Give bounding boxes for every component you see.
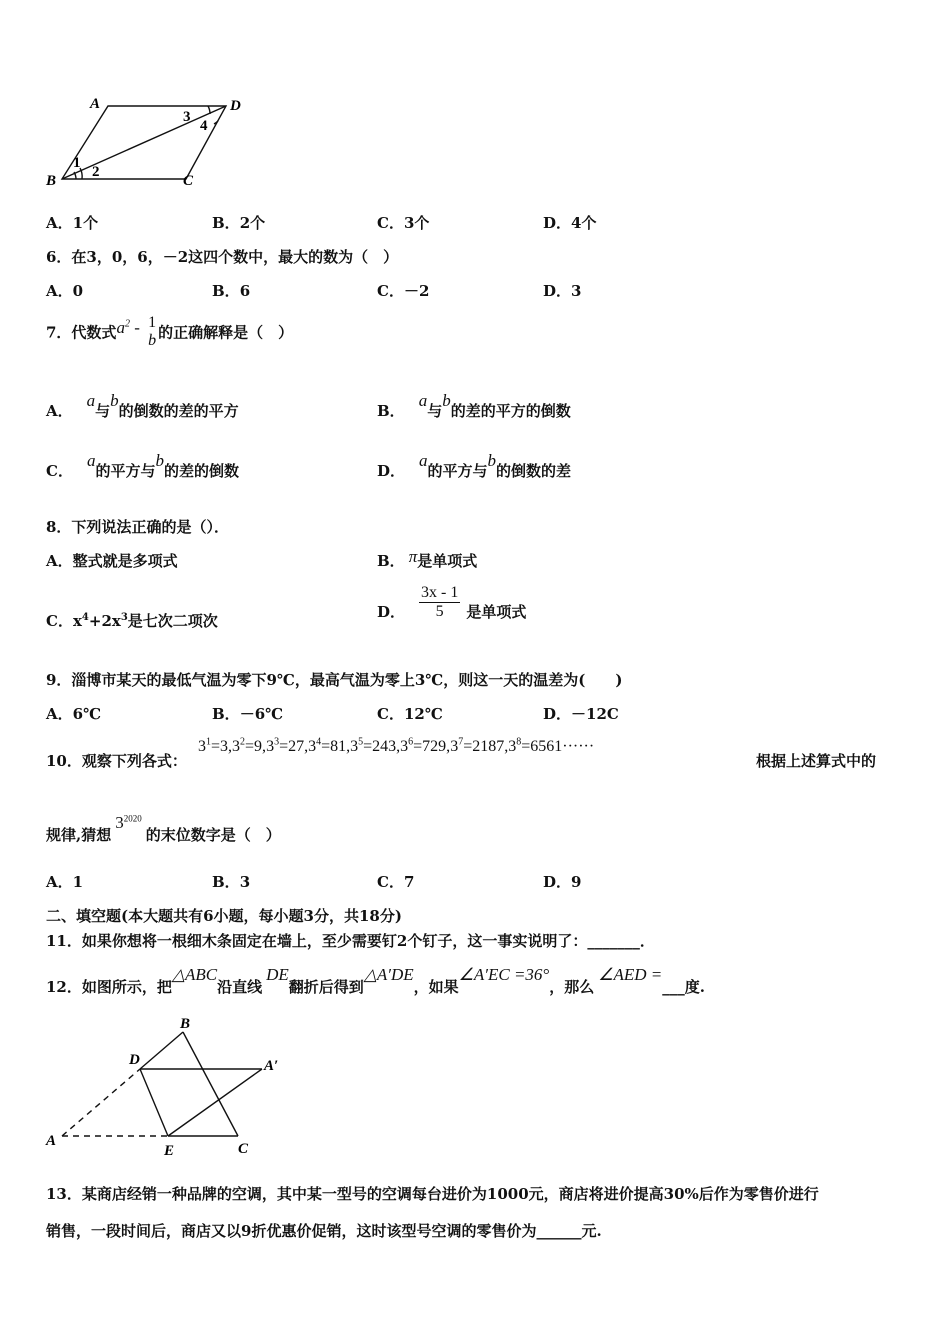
q10-powers: [198, 737, 594, 756]
q12-stem: 12．如图所示，把△ABC沿直线DE翻折后得到△A′DE，如果∠A′EC =36°，那么∠AED =___度.: [46, 965, 705, 996]
q10-line2: 规律,猜想$3^{2020}$的末位数字是（ ）: [46, 813, 281, 844]
q9-stem: 9．淄博市某天的最低气温为零下9℃，最高气温为零上3℃，则这一天的温差为( ): [46, 671, 623, 689]
q5-option-a[interactable]: A．1个: [46, 214, 99, 232]
q13-line1: 13．某商店经销一种品牌的空调，其中某一型号的空调每台进价为1000元，商店将进价提高30%后作为零售价进行: [46, 1185, 819, 1203]
q6-stem: 6．在3，0，6，－2这四个数中，最大的数为（ ）: [46, 248, 399, 266]
angle-1: 1: [73, 155, 81, 171]
q6-option-c[interactable]: C．－2: [377, 282, 430, 300]
power-6: $3^6=729$,: [400, 737, 451, 756]
q10-option-b[interactable]: B．3: [212, 873, 251, 891]
q10-stem-tail: 根据上述算式中的: [756, 752, 877, 770]
angle-2: 2: [92, 164, 100, 180]
fig2-vertex-aprime: A′: [264, 1058, 279, 1074]
q8-stem: 8．下列说法正确的是（）．: [46, 518, 229, 536]
q8-option-d[interactable]: D． $\frac{3x - 1}{5}$ 是单项式: [377, 584, 527, 621]
q5-option-d[interactable]: D．4个: [543, 214, 597, 232]
vertex-b: B: [46, 173, 57, 189]
angle-4: 4: [200, 118, 208, 134]
vertex-c: C: [183, 173, 194, 189]
q9-option-a[interactable]: A．6℃: [46, 705, 102, 723]
q7-option-d[interactable]: D．a的平方与b的倒数的差: [377, 451, 572, 480]
q7-option-a[interactable]: A．a与b的倒数的差的平方: [46, 391, 239, 420]
fig2-vertex-c: C: [238, 1141, 249, 1157]
q13-line2: 销售，一段时间后，商店又以9折优惠价促销，这时该型号空调的零售价为______元.: [46, 1222, 602, 1240]
fig2-vertex-b: B: [180, 1016, 191, 1032]
fold-figure: [40, 1012, 300, 1162]
q7-option-b[interactable]: B．a与b的差的平方的倒数: [377, 391, 571, 420]
power-4: $3^4=81$,: [308, 737, 351, 756]
q7-option-c[interactable]: C．a的平方与b的差的倒数: [46, 451, 239, 480]
q10-stem: 10．观察下列各式：: [46, 752, 187, 770]
section-heading: 二、填空题(本大题共有6小题，每小题3分，共18分): [46, 907, 402, 925]
q11-stem: 11．如果你想将一根细木条固定在墙上，至少需要钉2个钉子，这一事实说明了：_______．: [46, 932, 655, 950]
q8-option-c[interactable]: C．$x^4+2x^3$是七次二项次: [46, 612, 218, 630]
q9-option-d[interactable]: D．－12C: [543, 705, 619, 723]
q7-stem: 7．代数式$a^2$ - 1 b 的正确解释是（ ）: [46, 314, 294, 349]
q5-option-b[interactable]: B．2个: [212, 214, 266, 232]
q10-option-c[interactable]: C．7: [377, 873, 415, 891]
q8-option-a[interactable]: A．整式就是多项式: [46, 552, 178, 570]
q10-option-d[interactable]: D．9: [543, 873, 582, 891]
fig2-vertex-a: A: [46, 1133, 57, 1149]
parallelogram-figure: [40, 92, 260, 194]
power-5: $3^5=243$,: [350, 737, 401, 756]
power-1: $3^1=3$,: [198, 737, 233, 756]
fig2-vertex-e: E: [164, 1143, 175, 1159]
power-7: $3^7=2187$,: [450, 737, 509, 756]
angle-3: 3: [183, 109, 191, 125]
power-2: $3^2=9$,: [232, 737, 267, 756]
power-3: $3^3=27$,: [266, 737, 309, 756]
q8-option-b[interactable]: B． π是单项式: [377, 547, 478, 570]
q10-option-a[interactable]: A．1: [46, 873, 84, 891]
vertex-a: A: [90, 96, 101, 112]
q6-option-a[interactable]: A．0: [46, 282, 84, 300]
q9-option-b[interactable]: B．－6℃: [212, 705, 284, 723]
power-8: $3^8=6561\cdot\cdot\cdot\cdot\cdot\cdot$: [508, 737, 595, 756]
q9-option-c[interactable]: C．12℃: [377, 705, 443, 723]
q6-option-b[interactable]: B．6: [212, 282, 251, 300]
vertex-d: D: [230, 98, 241, 114]
q6-option-d[interactable]: D．3: [543, 282, 582, 300]
fig2-vertex-d: D: [129, 1052, 140, 1068]
q5-option-c[interactable]: C．3个: [377, 214, 430, 232]
